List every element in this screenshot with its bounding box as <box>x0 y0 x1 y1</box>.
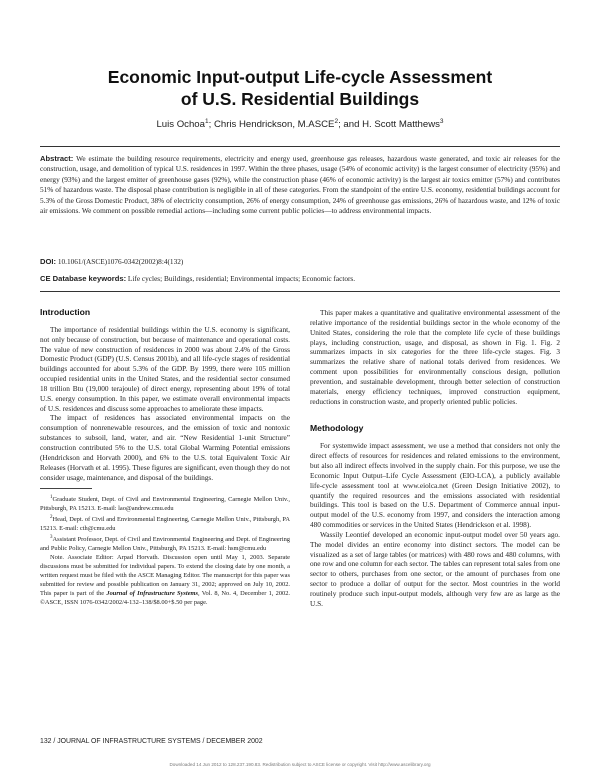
section-heading-introduction: Introduction <box>40 307 91 317</box>
title-line-1: Economic Input-output Life-cycle Assessment <box>107 67 493 87</box>
author-name: H. Scott Matthews <box>362 119 440 131</box>
doi-label: DOI: <box>40 257 57 266</box>
keywords-value: Life cycles; Buildings, residential; Environmental impacts; Economic factors. <box>126 274 356 283</box>
footnote-mark: 3 <box>50 535 53 541</box>
top-divider <box>40 146 560 147</box>
keywords-line <box>40 274 560 283</box>
footnote-mark: 2 <box>50 515 53 521</box>
section-heading-methodology: Methodology <box>310 423 364 434</box>
abstract-label: Abstract: <box>40 154 74 163</box>
footnote-divider <box>40 488 92 489</box>
doi-value: 10.1061/(ASCE)1076-0342(2002)8:4(132) <box>56 257 184 266</box>
footnote-1 <box>40 494 290 514</box>
left-column <box>40 308 290 608</box>
journal-name: Journal of Infrastructure Systems <box>106 589 198 597</box>
doi-line <box>40 257 560 266</box>
author-name: Chris Hendrickson, M.ASCE <box>213 119 335 131</box>
note-text-pre: Note. Associate Editor: Arpad Horvath. Discussion open until May 1, 2003. Separate discussions must be submitted for individual papers. To extend the closing date by one month, a written request must be filed with the ASCE Managing Editor. The manuscript for this paper was submitted for review and possible publication on January 31, 2002; approved on July 10, 2002. This paper is part of the <box>40 554 290 597</box>
section-spacer <box>310 406 560 424</box>
author-affiliation-mark: 1 <box>204 118 209 125</box>
bottom-divider <box>40 291 560 292</box>
author-affiliation-mark: 2 <box>334 118 339 125</box>
download-notice: Downloaded 14 Jun 2012 to 128.237.190.83. Redistribution subject to ASCE license or copyright. Visit http://www.ascelibrary.org <box>169 762 431 767</box>
footnote-text: Head, Dept. of Civil and Environmental Engineering, Carnegie Mellon Univ., Pittsburgh, PA 15213. E-mail: cth@cmu.edu <box>40 516 290 533</box>
footnote-text: Assistant Professor, Dept. of Civil and Environmental Engineering and Dept. of Engineering and Public Policy, Carnegie Mellon Univ., Pittsburgh, PA 15213. E-mail: hsm@cmu.edu <box>40 536 290 553</box>
title-line-2: of U.S. Residential Buildings <box>180 89 420 109</box>
author-separator: ; <box>208 119 214 131</box>
abstract <box>40 154 560 216</box>
paper-title <box>0 66 600 110</box>
method-paragraph-1: For systemwide impact assessment, we use a method that considers not only the direct effects of resources for residences and related emissions to the environment, but also all indirect effects involved in the supply chain. For this purpose, we use the Economic Input Output–Life Cycle Assessment (EIO-LCA), a publicly available life-cycle assessment tool at www.eiolca.net (Green Design Initiative 2002), to quantify the required resources and the emissions associated with residential buildings. This tool is based on the U.S. Department of Commerce annual input-output model of the U.S. economy from 1997, and considers the interaction among 480 commodities or services in the United States (Hendrickson et al. 1998). <box>310 441 560 530</box>
footnote-text: Graduate Student, Dept. of Civil and Environmental Engineering, Carnegie Mellon Univ., Pittsburgh, PA 15213. E-mail: lao@andrew.cmu.edu <box>40 496 290 513</box>
author-list <box>0 118 600 130</box>
intro-paragraph-2: The impact of residences has associated environmental impacts on the consumption of nonrenewable resources, and the emission of toxic and nontoxic substances to subsoil, land, water, and air. “New Residential 1-unit Structure” construction contributed 5% to the U.S. total Global Warming Potential emissions (Hendrickson and Horvath 2000), and 6% to the U.S. total Equivalent Toxic Air Releases (Horvath et al. 1995). These figures are significant, even though they do not consider usage, maintenance, and disposal of the buildings. <box>40 413 290 482</box>
author-separator: ; and <box>338 119 363 131</box>
footnote-3 <box>40 534 290 554</box>
intro-paragraph-1: The importance of residential buildings within the U.S. economy is significant, not only because of construction, but because of maintenance and operational costs. The value of new construction of residences in 2000 was about 2.4% of the Gross Domestic Product (GDP) (U.S. Census 2001b), and all life-cycle stages of residential buildings accounted for about 5.3% of the GDP. By 1999, there were 105 million occupied residential units in the United States, and the residential sector consumed 18 trillion Btu (19,000 terajoule) of direct energy, representing about 19% of total U.S. energy consumption. In this paper, we estimate overall environmental impacts of U.S. residences and discuss some approaches to ameliorate these impacts. <box>40 324 290 413</box>
author-name: Luis Ochoa <box>156 119 205 131</box>
page-footer: 132 / JOURNAL OF INFRASTRUCTURE SYSTEMS / DECEMBER 2002 <box>40 738 263 745</box>
editorial-note <box>40 554 290 607</box>
note-text-post: , Vol. 8, No. 4, December 1, 2002. ©ASCE, ISSN 1076-0342/2002/4-132–138/$8.00+$.50 per page. <box>40 589 290 606</box>
footnote-mark: 1 <box>50 495 53 501</box>
method-paragraph-2: Wassily Leontief developed an economic input-output model over 50 years ago. The model divides an entire economy into distinct sectors. The model can be visualized as a set of large tables (or matrices) with 480 rows and 480 columns, with one row and one column for each sector. The tables can represent total sales from one sector to others, purchases from one sector, or the amount of purchases from one sector to produce a dollar of output for the sector. Most countries in the world routinely produce such input-output models, although very few are as large as the U.S. <box>310 529 560 608</box>
abstract-text: We estimate the building resource requirements, electricity and energy used, greenhouse gas releases, hazardous waste generated, and toxic air releases for the construction, usage, and demolition of typical U.S. residences in 1997. Within the three phases, usage (54% of economic activity) is the largest consumer of electricity (95%) and energy (93%) and the largest emitter of greenhouse gases (92%), while the construction phase (46% of economic activity) is the largest air toxics emitter (57%) and contributes 51% of hazardous waste. The disposal phase contribution is negligible in all of these categories. From the standpoint of the entire U.S. economy, residential buildings account for 5.3% of the Gross Domestic Product, 38% of electricity consumption, 26% of energy consumption, 24% of greenhouse gas emissions, 26% of hazardous waste, and 12% of toxic air emissions. We comment on possible remedial actions—including some current public policies—to address environmental impacts. <box>40 154 560 216</box>
footnote-2 <box>40 514 290 534</box>
intro-paragraph-3: This paper makes a quantitative and qualitative environmental assessment of the relative importance of the residential buildings sector in the whole economy of the United States, considering the role that the complete life cycle of these buildings plays, including construction, usage, and disposal, as shown in Fig. 1. Fig. 2 summarizes impacts in six categories for the three life-cycle stages. Fig. 3 summarizes the relative share of national totals derived from residences. We comment upon possibilities for environmentally conscious design, pollution prevention, and sustainable development, through better selection of construction materials, energy efficiency techniques, improved construction equipment, reductions in construction waste, and properly oriented public policies. <box>310 308 560 406</box>
keywords-label: CE Database keywords: <box>40 274 127 283</box>
author-affiliation-mark: 3 <box>439 118 444 125</box>
right-column <box>310 308 560 609</box>
